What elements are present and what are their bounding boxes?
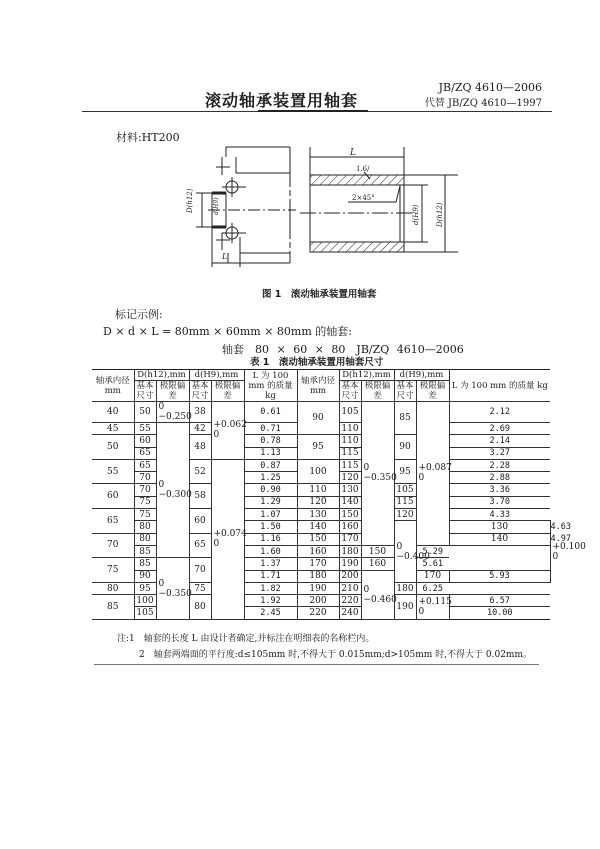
sleeve-dimensions-table	[92, 369, 586, 620]
page-title: 滚动轴承装置用轴套	[205, 91, 359, 110]
replaces-standard: 代替 JB/ZQ 4610—1997	[424, 98, 542, 109]
header-mass: L 为 100 mm 的质量 kg	[449, 370, 550, 402]
standard-number-block	[425, 80, 542, 112]
cell-mass: 0.61	[244, 402, 297, 423]
header-mass: L 为 100 mm 的质量 kg	[244, 370, 297, 402]
table-notes	[117, 631, 532, 663]
svg-text:D(h12): D(h12)	[186, 188, 194, 213]
cell-D-tolerance: 0 −0.400	[394, 521, 416, 582]
cell-d-tolerance: +0.074 0	[211, 459, 244, 619]
cell-D-tolerance: 0 −0.250	[156, 402, 189, 423]
header-D-limit: 极限偏差	[361, 381, 394, 402]
marking-example-description: D × d × L = 80mm × 60mm × 80mm 的轴套:	[103, 325, 352, 338]
table-row: 60 70 58 0.90 110 130 105 3.36	[92, 484, 550, 496]
header-D-group: D(h12),mm	[339, 370, 394, 381]
table-row: 65 1.13 115 3.27	[92, 447, 550, 459]
cell-d: 85	[394, 402, 416, 435]
table-row: 85 1.60 160 180 150 5.29	[92, 545, 550, 557]
svg-text:L: L	[350, 148, 356, 158]
material-label: 材料:HT200	[116, 131, 180, 144]
header-D-basic: 基本尺寸	[339, 381, 361, 402]
cell-d-tolerance: +0.115 0	[416, 595, 449, 620]
table-row: 85 100 80 1.92 200 220 190 +0.115 0 6.57	[92, 595, 550, 607]
svg-text:2×45°: 2×45°	[352, 194, 375, 202]
header-D-limit: 极限偏差	[156, 381, 189, 402]
table-row: 45 55 0 −0.300 42 0.71 110 2.69	[92, 423, 550, 435]
header-d-group: d(H9),mm	[189, 370, 244, 381]
header-d-basic: 基本尺寸	[189, 381, 211, 402]
header-d-limit: 极限偏差	[416, 381, 449, 402]
sleeve-section-drawing	[300, 145, 470, 265]
figure-caption: 图 1 滚动轴承装置用轴套	[262, 289, 377, 300]
note-2: 2 轴套两端面的平行度:d≤105mm 时,不得大于 0.015mm;d>105mm 时,不得大于 0.02mm。	[139, 650, 532, 660]
table-row: 75 1.29 120 140 115 3.70	[92, 496, 550, 508]
table-row: 65 75 60 1.07 130 150 120 4.33	[92, 509, 550, 521]
cell-D-tolerance: 0 −0.460	[361, 570, 394, 619]
assembly-drawing	[178, 145, 298, 270]
cell-D-tolerance: 0 −0.300	[156, 423, 189, 558]
marking-example-label: 标记示例:	[115, 308, 163, 321]
header-D-group: D(h12),mm	[134, 370, 189, 381]
table-row: 75 85 0 −0.350 70 1.37 170 190 160 5.61	[92, 558, 550, 570]
cell-D: 50	[134, 402, 156, 423]
table-row: 90 1.71 180 200 0 −0.460 170 5.93	[92, 570, 550, 582]
table-row: 70 80 65 1.16 150 170 140 4.97	[92, 533, 550, 545]
cell-D-tolerance: 0 −0.350	[361, 402, 394, 546]
table-row: 50 60 48 0.78 95 110 90 2.14	[92, 435, 550, 447]
marking-example-code: 轴套 80 × 60 × 80 JB/ZQ 4610—2006	[222, 343, 464, 356]
footer-divider	[94, 664, 539, 665]
header-d-group: d(H9),mm	[394, 370, 449, 381]
header-D-basic: 基本尺寸	[134, 381, 156, 402]
svg-text:d(H9): d(H9)	[412, 204, 420, 225]
table-row: 70 1.25 120 2.88	[92, 472, 550, 484]
svg-text:D(h12): D(h12)	[436, 202, 444, 227]
cell-D-tolerance: 0 −0.350	[156, 558, 189, 619]
table-row: 80 95 75 1.82 190 210 180 6.25	[92, 582, 550, 594]
table-row: 105 2.45 220 240 10.00	[92, 607, 550, 619]
header-bearing-bore: 轴承内径mm	[297, 370, 339, 402]
header-d-limit: 极限偏差	[211, 381, 244, 402]
cell-D: 105	[339, 402, 361, 423]
svg-text:1.6/: 1.6/	[356, 165, 370, 173]
cell-d: 38	[189, 402, 211, 423]
cell-bore: 90	[297, 402, 339, 435]
table-caption: 表 1 滚动轴承装置用轴套尺寸	[250, 357, 384, 368]
svg-text:d(H9): d(H9)	[213, 197, 220, 215]
standard-number: JB/ZQ 4610—2006	[438, 81, 542, 94]
header-d-basic: 基本尺寸	[394, 381, 416, 402]
cell-mass: 2.12	[449, 402, 550, 423]
table-row: 55 65 52 +0.074 0 0.87 100 115 95 2.28	[92, 459, 550, 471]
cell-d-tolerance: +0.062 0	[211, 402, 244, 460]
cell-d-tolerance: +0.087 0	[416, 402, 449, 546]
cell-bore: 40	[92, 402, 134, 423]
header-divider-accent	[258, 110, 368, 112]
table-row: 80 1.50 140 160 0 −0.400 130 +0.100 0 4.63	[92, 521, 550, 533]
svg-text:L: L	[222, 252, 228, 261]
note-1: 注:1 轴套的长度 L 由设计者确定,并标注在明细表的名称栏内。	[117, 634, 375, 644]
header-bearing-bore: 轴承内径mm	[92, 370, 134, 402]
